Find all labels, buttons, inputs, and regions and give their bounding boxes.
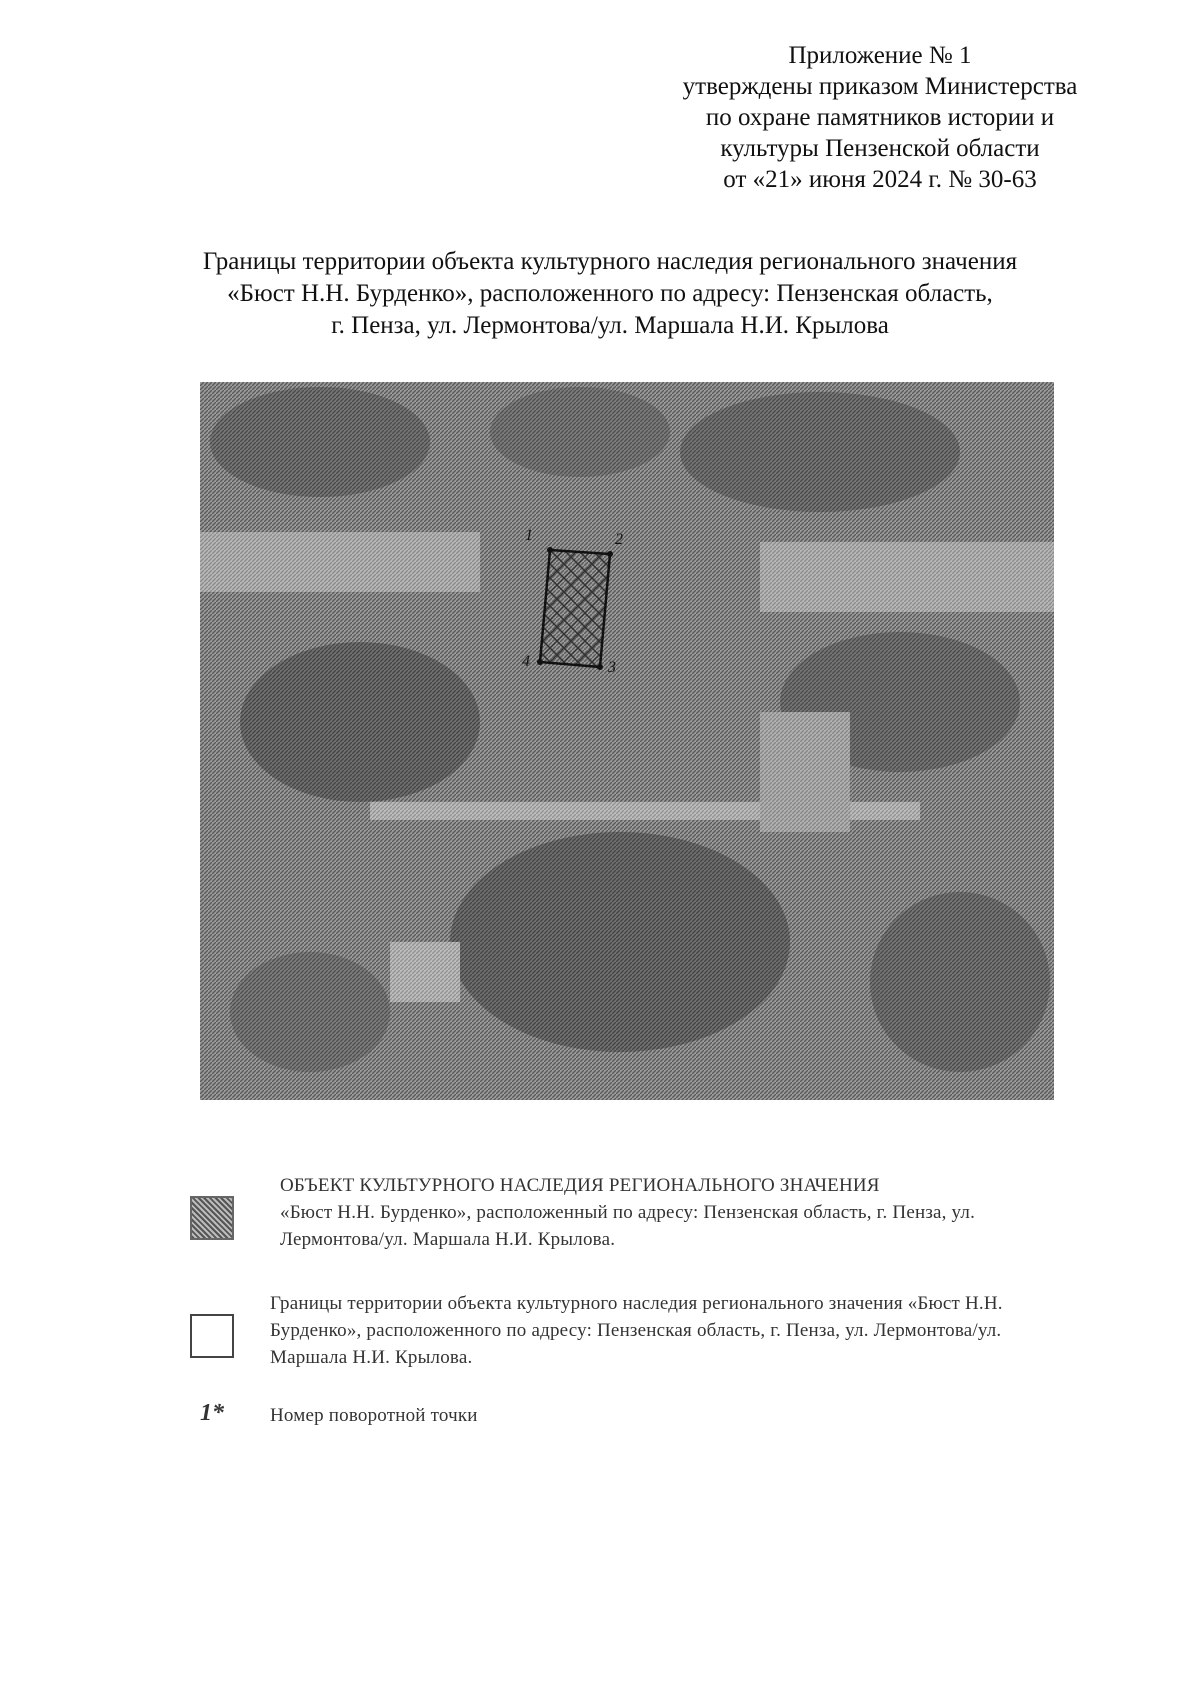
point-label-1: 1 <box>525 527 533 544</box>
point-label-4: 4 <box>522 653 530 670</box>
point-number-symbol: 1* <box>200 1400 224 1426</box>
legend-object-text <box>280 1172 1120 1253</box>
appendix-line: культуры Пензенской области <box>720 135 1040 162</box>
legend-territory-text <box>270 1290 1110 1371</box>
title-line: г. Пенза, ул. Лермонтова/ул. Маршала Н.И. Крылова <box>331 312 889 339</box>
legend-territory-line: Границы территории объекта культурного наследия регионального значения «Бюст Н.Н. <box>270 1293 1003 1314</box>
point-label-2: 2 <box>615 531 623 548</box>
legend-object-line: Лермонтова/ул. Маршала Н.И. Крылова. <box>280 1229 616 1250</box>
legend-object-heading: ОБЪЕКТ КУЛЬТУРНОГО НАСЛЕДИЯ РЕГИОНАЛЬНОГО ЗНАЧЕНИЯ <box>280 1175 880 1196</box>
legend-territory <box>180 1290 1130 1380</box>
legend-point-text: Номер поворотной точки <box>270 1405 478 1426</box>
point-label-3: 3 <box>608 659 616 676</box>
appendix-line: по охране памятников истории и <box>705 104 1055 131</box>
title-line: «Бюст Н.Н. Бурденко», расположенного по адресу: Пензенская область, <box>227 280 993 307</box>
document-title <box>90 246 1130 342</box>
appendix-line: Приложение № 1 <box>788 42 972 69</box>
legend-object-line: «Бюст Н.Н. Бурденко», расположенный по адресу: Пензенская область, г. Пенза, ул. <box>280 1202 976 1223</box>
legend-territory-line: Маршала Н.И. Крылова. <box>270 1347 473 1368</box>
appendix-line: утверждены приказом Министерства <box>682 73 1078 100</box>
appendix-line: от «21» июня 2024 г. № 30-63 <box>723 166 1037 193</box>
hatched-swatch-icon <box>190 1196 234 1240</box>
object-boundary-polygon <box>537 547 613 670</box>
empty-swatch-icon <box>190 1314 234 1358</box>
legend-object <box>180 1172 1130 1262</box>
appendix-block <box>640 40 1120 195</box>
title-line: Границы территории объекта культурного наследия регионального значения <box>202 248 1018 275</box>
legend-territory-line: Бурденко», расположенного по адресу: Пензенская область, г. Пенза, ул. Лермонтова/ул. <box>270 1320 1002 1341</box>
aerial-map-image <box>200 382 1054 1100</box>
